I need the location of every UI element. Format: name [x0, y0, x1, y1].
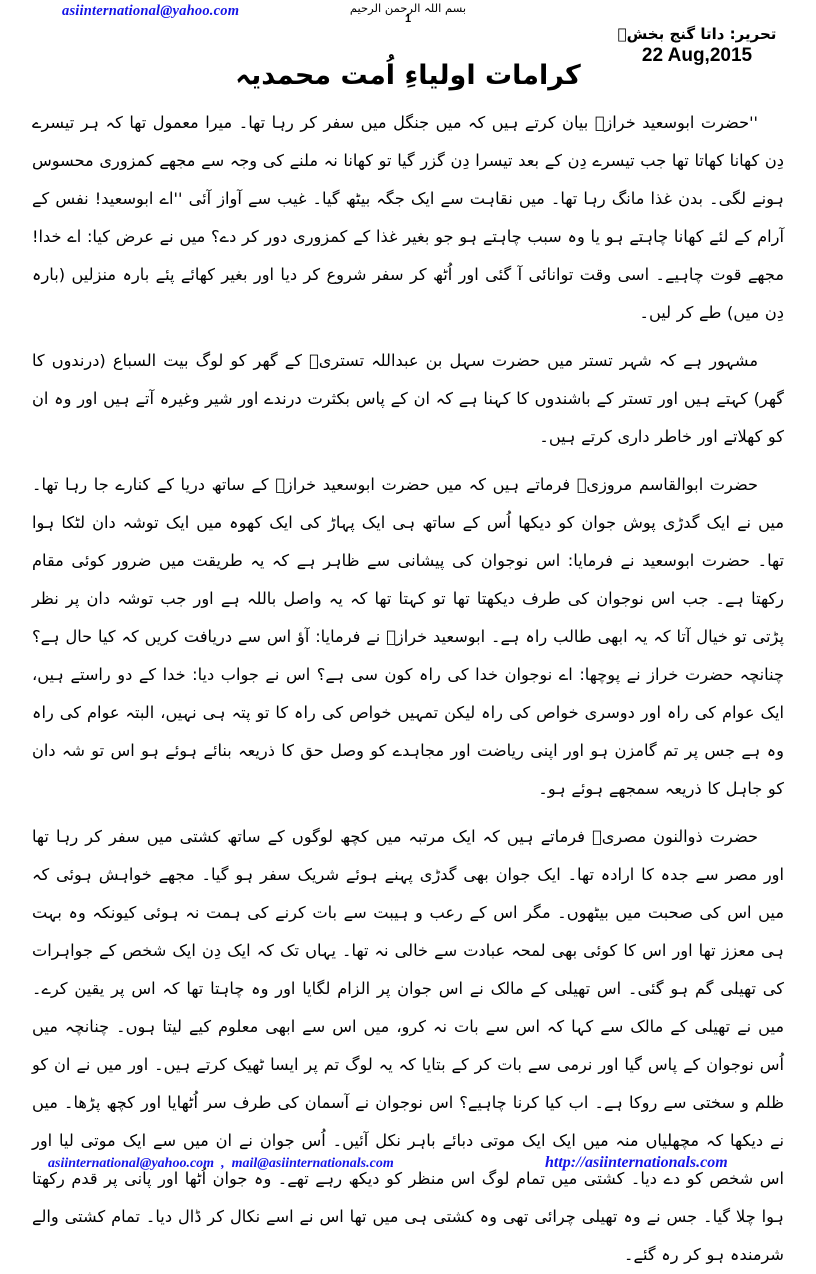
footer-email-group [48, 1156, 394, 1172]
article-body [32, 104, 784, 1274]
paragraph: حضرت ذوالنون مصریؒ فرماتے ہیں کہ ایک مرتبہ میں کچھ لوگوں کے ساتھ کشتی میں سفر کر رہا تھا اور مصر سے جدہ کا ارادہ تھا۔ ایک جوان بھی گدڑی پہنے ہوئے شریک سفر ہو گیا۔ مجھے خواہش ہوئی کہ میں اس کی صحبت میں بیٹھوں۔ مگر اس کے رعب و ہیبت سے بات کرنے کی ہمت نہ ہوئی کیونکہ وہ بہت ہی معزز تھا اور اس کا کوئی بھی لمحہ عبادت سے خالی نہ تھا۔ یہاں تک کہ ایک دِن ایک شخص کے جواہرات کی تھیلی گم ہو گئی۔ اس تھیلی کے مالک نے اس جوان پر الزام لگایا اور وہ چاہتا تھا کہ اس پر یقین کرے۔ میں نے تھیلی کے مالک سے کہا کہ اس سے بات نہ کرو، میں اس سے ابھی معلوم کیے لیتا ہوں۔ چنانچہ میں اُس نوجوان کے پاس گیا اور نرمی سے بات کر کے بتایا کہ یہ لوگ تم پر ایسا ٹھیک کرتے ہیں۔ اور میں نے ان کو ظلم و سختی سے روکا ہے۔ اب کیا کرنا چاہیے؟ اس نوجوان نے آسمان کی طرف سر اُٹھایا اور کچھ پڑھا۔ میں نے دیکھا کہ مچھلیاں منہ میں ایک ایک موتی دبائے باہر نکل آئیں۔ اُس جوان نے ان میں سے ایک موتی لیا اور اس شخص کو دے دیا۔ کشتی میں تمام لوگ اس منظر کو دیکھ رہے تھے۔ وہ جوان اُٹھا اور پانی پر قدم رکھتا ہوا چلا گیا۔ جس نے وہ تھیلی چرائی تھی وہ کشتی ہی میں تھا اس نے اسے نکال کر ڈال دیا۔ تمام کشتی والے شرمندہ ہو کر رہ گئے۔ [32, 827, 784, 1264]
page-number: 1 [404, 13, 412, 25]
paragraph: ''حضرت ابوسعید خرازؒ بیان کرتے ہیں کہ میں جنگل میں سفر کر رہا تھا۔ میرا معمول تھا کہ ہر تیسرے دِن کھانا کھاتا تھا جب تیسرے دِن کے بعد تیسرا دِن گزر گیا تو کھانا نہ ملنے کی وجہ سے مجھے کمزوری محسوس ہونے لگی۔ بدن غذا مانگ رہا تھا۔ میں نقاہت سے ایک جگہ بیٹھ گیا۔ غیب سے آواز آئی ''اے ابوسعید! نفس کے آرام کے لئے کھانا چاہتے ہو یا وہ سبب چاہتے ہو جو بغیر غذا کے کمزوری دور کر دے؟ میں نے عرض کیا: اے خدا! مجھے قوت چاہیے۔ اسی وقت توانائی آ گئی اور اُٹھ کر سفر شروع کر دیا اور بغیر کھائے پئے بارہ منزلیں (بارہ دِن میں) طے کر لیں۔ [32, 113, 784, 322]
footer-email-secondary[interactable]: mail@asiinternationals.com [231, 1156, 394, 1171]
bismillah-text: بسم اللہ الرحمن الرحیم [349, 1, 467, 15]
footer-website-link[interactable]: http://asiinternationals.com [545, 1154, 728, 1171]
page-header [0, 0, 816, 96]
byline-date: 22 Aug,2015 [641, 44, 753, 66]
byline-author: تحریر: داتا گنج بخشؒ [617, 25, 777, 43]
page-footer [0, 1156, 816, 1182]
paragraph: مشہور ہے کہ شہر تستر میں حضرت سہل بن عبداللہ تستریؒ کے گھر کو لوگ بیت السباع (درندوں کا گھر) کہتے ہیں اور تستر کے باشندوں کا کہنا ہے کہ ان کے پاس بکثرت درندے اور شیر وغیرہ آتے ہیں اور وہ ان کو کھلاتے اور خاطر داری کرتے ہیں۔ [32, 351, 784, 446]
page-title: کرامات اولیاءِ اُمت محمدیہ [235, 60, 581, 92]
footer-email-primary[interactable]: asiinternational@yahoo.com [48, 1156, 215, 1171]
header-email-link[interactable]: asiinternational@yahoo.com [62, 3, 240, 19]
paragraph: حضرت ابوالقاسم مروزیؒ فرماتے ہیں کہ میں حضرت ابوسعید خرازؒ کے ساتھ دریا کے کنارے جا رہا تھا۔ میں نے ایک گدڑی پوش جوان کو دیکھا اُس کے ساتھ ہی ایک پہاڑ کی ایک کھوہ میں ایک توشہ دان لٹکا ہوا تھا۔ حضرت ابوسعید نے فرمایا: اس نوجوان کی پیشانی سے ظاہر ہے کہ یہ طریقت میں ضرور کوئی مقام رکھتا ہے۔ جب اس نوجوان کی طرف دیکھتا تھا تو کہتا تھا کہ یہ واصل باللہ ہے اور جب توشہ دان پر نظر پڑتی تو خیال آتا کہ یہ ابھی طالب راہ ہے۔ ابوسعید خرازؒ نے فرمایا: آؤ اس سے دریافت کریں کہ کیا حال ہے؟ چنانچہ حضرت خراز نے پوچھا: اے نوجوان خدا کی راہ کون سی ہے؟ اس نے جواب دیا: خدا کے دو راستے ہیں، ایک عوام کی راہ اور دوسری خواص کی راہ لیکن تمہیں خواص کی راہ کا تو پتہ ہی نہیں، البتہ عوام کی راہ وہ ہے جس پر تم گامزن ہو اور اپنی ریاضت اور مجاہدے کو وصل حق کا ذریعہ بنائے ہوئے ہو اس تو شہ دان کو جاہل کا ذریعہ سمجھے ہوئے ہو۔ [32, 475, 784, 798]
footer-email-separator: , [221, 1156, 225, 1171]
